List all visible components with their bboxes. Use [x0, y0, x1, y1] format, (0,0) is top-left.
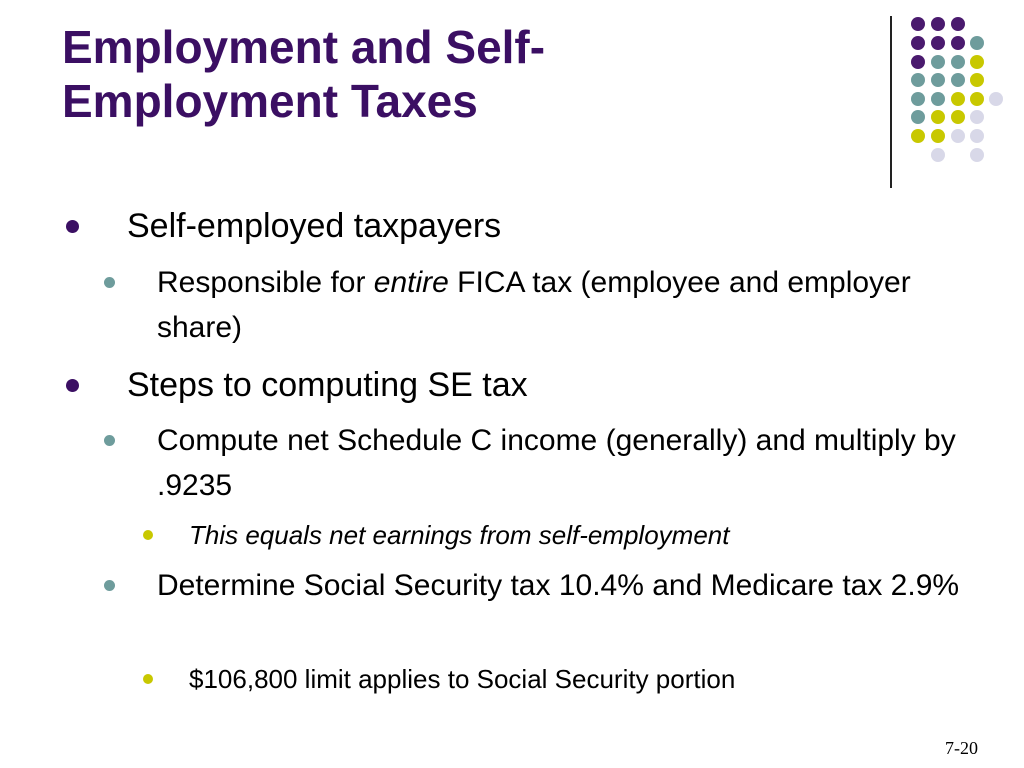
page-number: 7-20 [945, 738, 978, 758]
sub-bullet-text: Compute net Schedule C income (generally) and multiply by .9235 [157, 424, 956, 502]
slide-title-line-2: Employment Taxes [62, 75, 478, 127]
sub-sub-bullet-marker [143, 530, 153, 540]
sub-bullet-marker [104, 277, 115, 288]
sub-bullet-text-post: FICA tax (employee and employer share) [157, 266, 911, 344]
sub-bullet-text-pre: Responsible for [157, 266, 374, 299]
sub-sub-bullet-text: This equals net earnings from self-employment [189, 520, 730, 550]
sub-sub-bullet-item-net-earnings [189, 519, 969, 551]
bullet-item-self-employed [127, 206, 947, 246]
bullet-item-se-tax-steps [127, 365, 947, 405]
bullet-marker [66, 379, 79, 392]
sub-sub-bullet-marker [143, 674, 153, 684]
sub-bullet-marker [104, 580, 115, 591]
sub-bullet-item-compute-net [157, 418, 977, 508]
bullet-text: Steps to computing SE tax [127, 366, 528, 404]
bullet-text: Self-employed taxpayers [127, 207, 502, 245]
slide-title-line-1: Employment and Self- [62, 21, 546, 73]
sub-bullet-item-determine-ss [157, 563, 977, 608]
sub-bullet-item-responsible [157, 260, 977, 350]
sub-bullet-text: Determine Social Security tax 10.4% and Medicare tax 2.9% [157, 569, 960, 602]
sub-sub-bullet-item-limit [189, 663, 969, 695]
sub-bullet-text-emphasis: entire [373, 266, 449, 299]
sub-bullet-marker [104, 435, 115, 446]
sub-sub-bullet-text: $106,800 limit applies to Social Security portion [189, 664, 736, 694]
bullet-marker [66, 220, 79, 233]
